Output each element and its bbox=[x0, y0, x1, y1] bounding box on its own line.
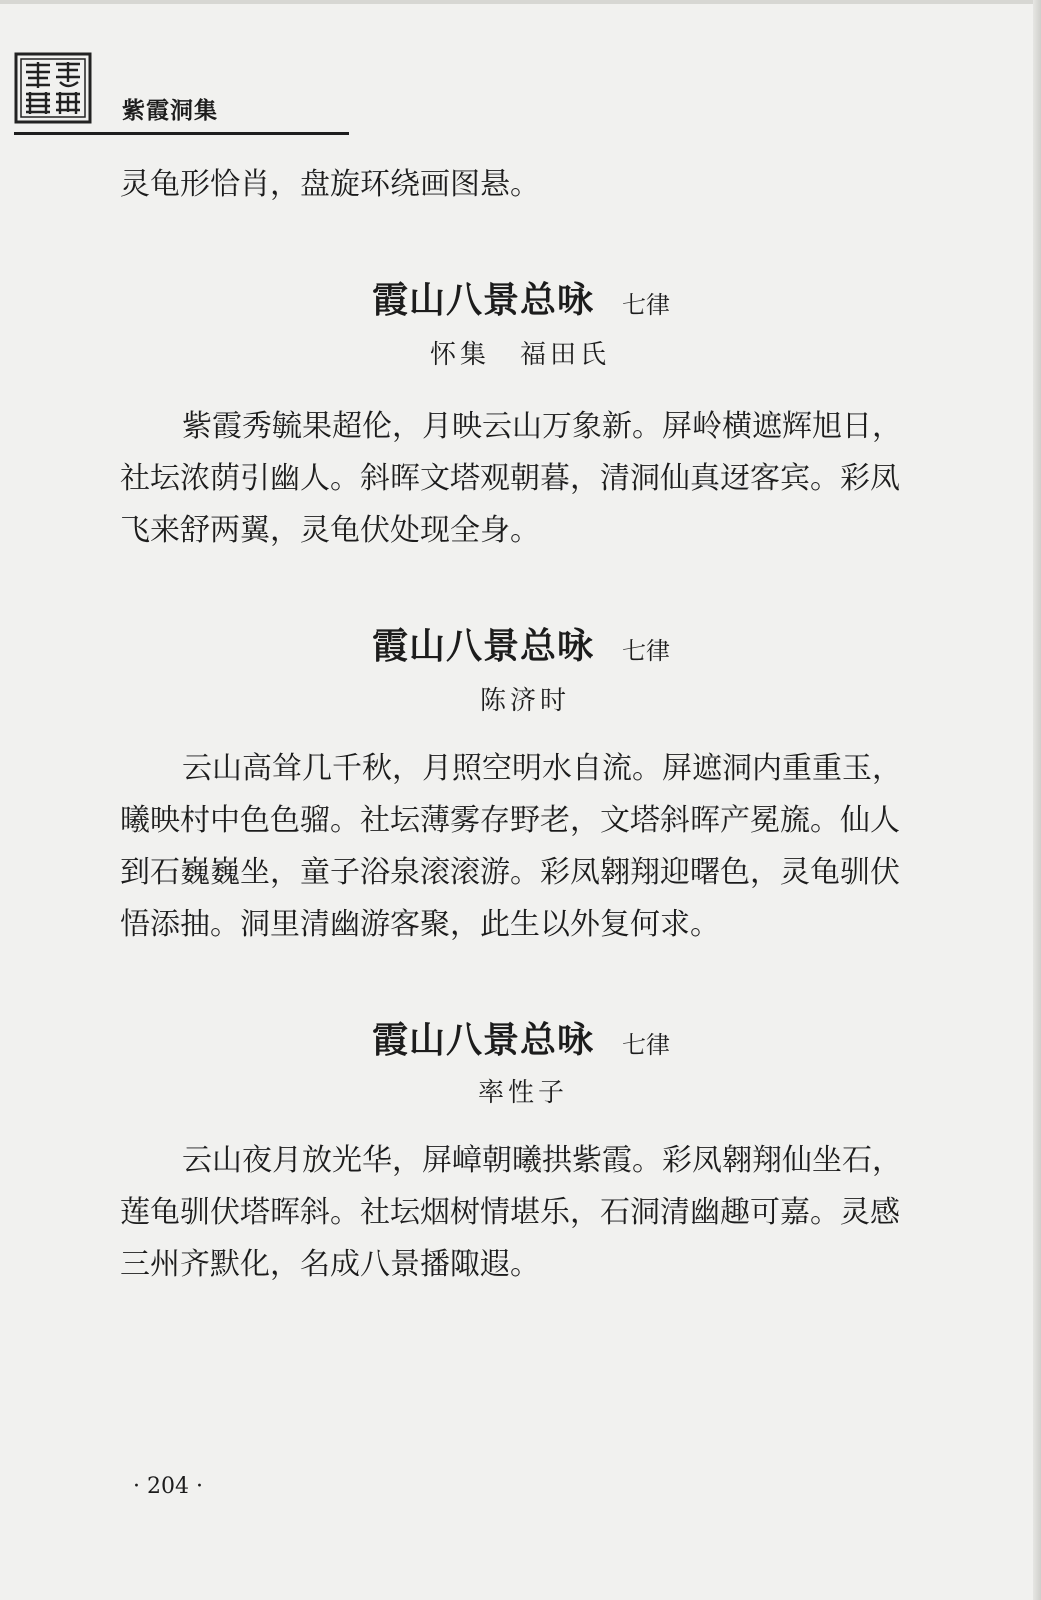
poem-line: 悟添抽。洞里清幽游客聚，此生以外复何求。 bbox=[120, 907, 720, 942]
header-rule bbox=[14, 132, 349, 135]
poem-author: 怀集 福田氏 bbox=[430, 340, 611, 370]
poem-author: 陈济时 bbox=[480, 686, 571, 716]
poem-line: 三州齐默化，名成八景播陬遐。 bbox=[120, 1247, 540, 1282]
poem-line: 到石巍巍坐，童子浴泉滚滚游。彩凤翱翔迎曙色，灵龟驯伏 bbox=[120, 855, 900, 890]
page-top-edge bbox=[0, 0, 1041, 4]
carryover-line: 灵龟形恰肖，盘旋环绕画图悬。 bbox=[120, 167, 540, 202]
running-title: 紫霞洞集 bbox=[122, 98, 218, 124]
poem-author: 率性子 bbox=[478, 1078, 569, 1108]
poem-form-label: 七律 bbox=[622, 1031, 670, 1059]
poem-title: 霞山八景总咏 bbox=[372, 625, 595, 667]
poem-line: 云山夜月放光华，屏嶂朝曦拱紫霞。彩凤翱翔仙坐石， bbox=[182, 1143, 902, 1178]
poem-line: 云山高耸几千秋，月照空明水自流。屏遮洞内重重玉， bbox=[182, 751, 902, 786]
poem-line: 曦映村中色色骝。社坛薄雾存野老，文塔斜晖产冕旒。仙人 bbox=[120, 803, 900, 838]
poem-form-label: 七律 bbox=[622, 291, 670, 319]
poem-line: 飞来舒两翼，灵龟伏处现全身。 bbox=[120, 513, 540, 548]
page-header bbox=[14, 44, 349, 140]
page-right-edge bbox=[1033, 0, 1041, 1600]
poem-title: 霞山八景总咏 bbox=[372, 279, 595, 321]
poem-line: 莲龟驯伏塔晖斜。社坛烟树情堪乐，石洞清幽趣可嘉。灵感 bbox=[120, 1195, 900, 1230]
poem-form-label: 七律 bbox=[622, 637, 670, 665]
page-number: · 204 · bbox=[133, 1474, 203, 1499]
poem-line: 社坛浓荫引幽人。斜晖文塔观朝暮，清洞仙真迓客宾。彩凤 bbox=[120, 461, 900, 496]
seal-logo-icon bbox=[14, 52, 92, 124]
poem-line: 紫霞秀毓果超伦，月映云山万象新。屏岭横遮辉旭日， bbox=[182, 409, 902, 444]
poem-title: 霞山八景总咏 bbox=[372, 1019, 595, 1061]
